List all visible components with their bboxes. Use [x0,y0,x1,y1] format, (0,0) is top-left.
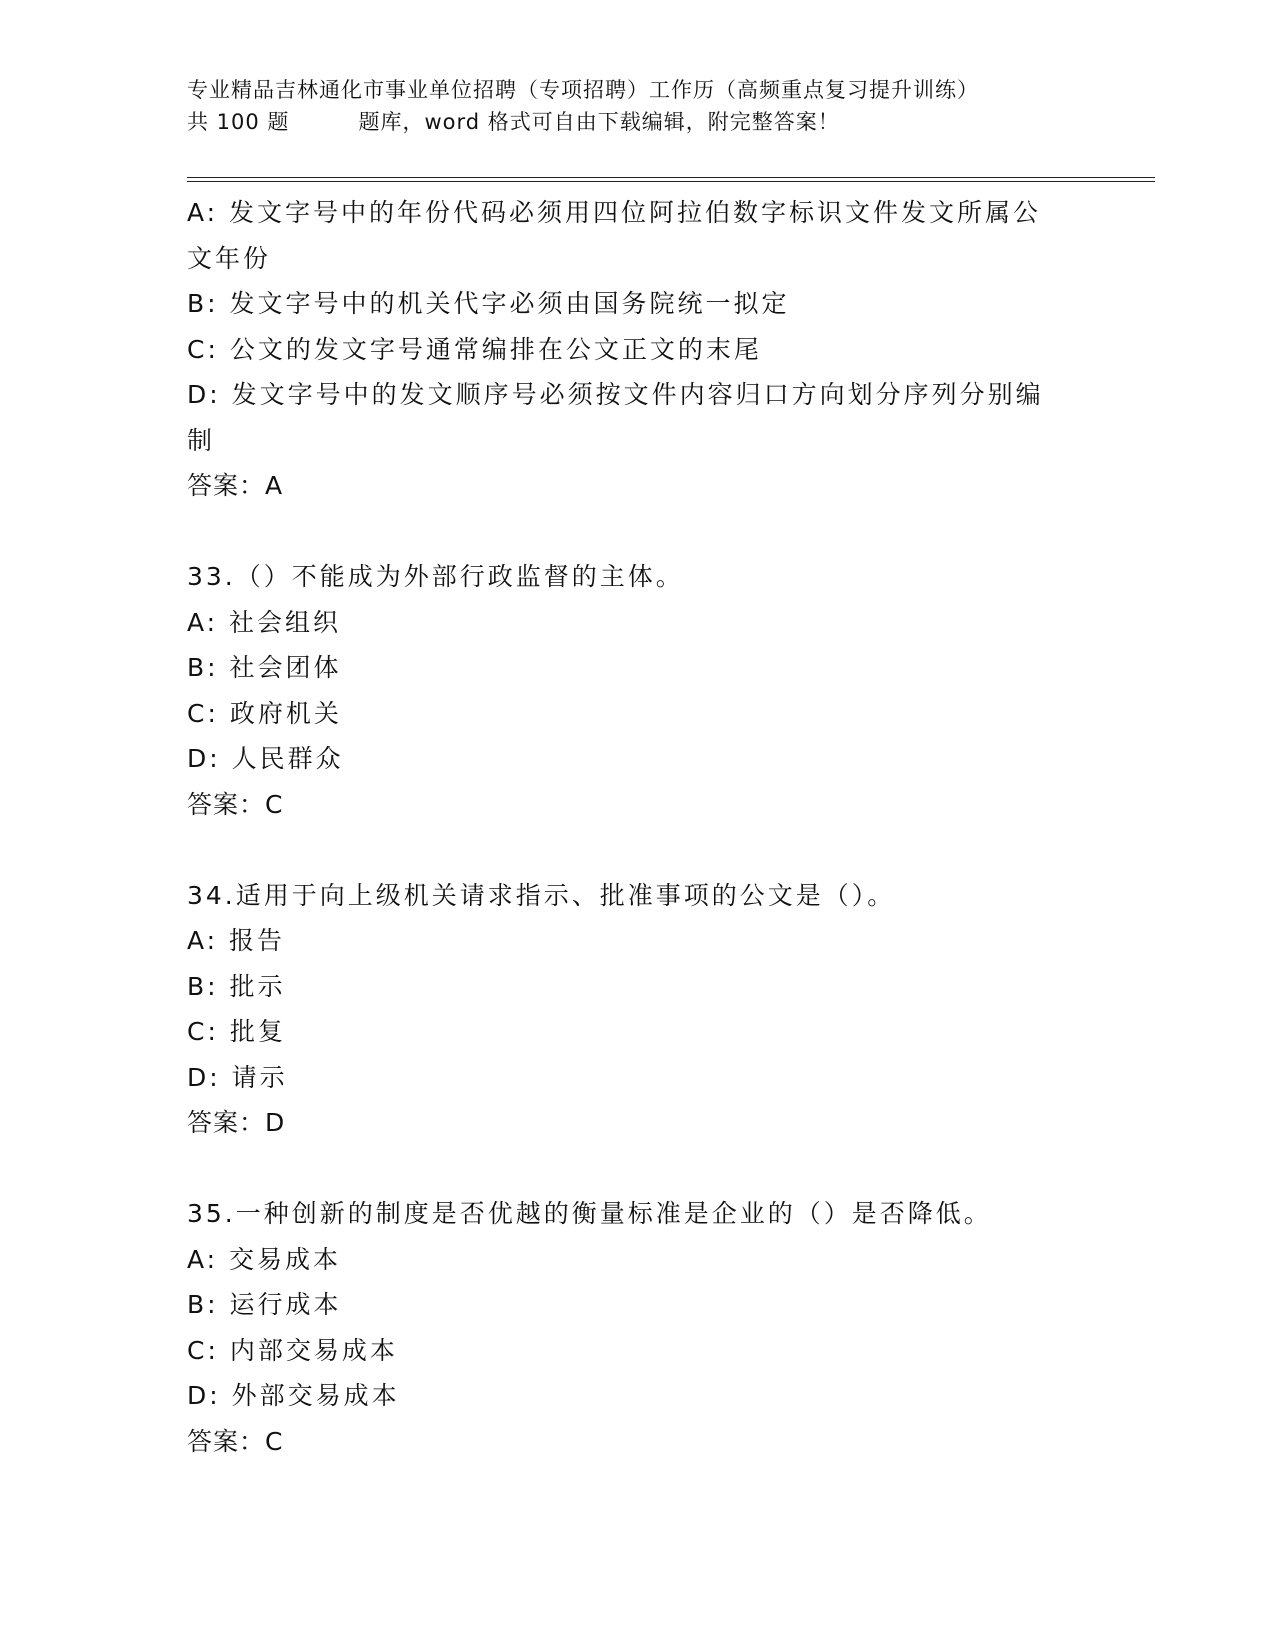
option-d-line-1: D: 发文字号中的发文顺序号必须按文件内容归口方向划分序列分别编 [187,380,1044,409]
question-text: 35.一种创新的制度是否优越的衡量标准是企业的（）是否降低。 [187,1199,992,1228]
question-block-33 [187,554,1087,827]
header-divider-top [187,177,1155,178]
option-c: C: 内部交易成本 [187,1335,398,1365]
option-c: C: 公文的发文字号通常编排在公文正文的末尾 [187,334,762,364]
spacer [187,509,1087,555]
header-title-line-1: 专业精品吉林通化市事业单位招聘（专项招聘）工作历（高频重点复习提升训练） [187,78,979,102]
option-a-line-2: 文年份 [187,243,272,273]
question-block-32 [187,190,1087,509]
option-a: A: 交易成本 [187,1244,342,1274]
option-c: C: 政府机关 [187,698,342,728]
option-a-line-1: A: 发文字号中的年份代码必须用四位阿拉伯数字标识文件发文所属公 [187,198,1042,227]
question-block-34 [187,873,1087,1146]
header-title-line-2: 共 100 题 题库，word 格式可自由下载编辑，附完整答案！ [187,110,840,134]
option-b: B: 批示 [187,971,286,1001]
document-header [187,74,1087,138]
question-list [187,190,1087,1464]
option-b: B: 发文字号中的机关代字必须由国务院统一拟定 [187,289,790,318]
option-c: C: 批复 [187,1017,286,1046]
option-a: A: 报告 [187,926,286,955]
option-d: D: 外部交易成本 [187,1381,400,1410]
option-d: D: 请示 [187,1062,288,1092]
question-text: 33.（）不能成为外部行政监督的主体。 [187,562,684,591]
answer: 答案：D [187,1108,286,1137]
answer: 答案：C [187,789,284,819]
option-d-line-2: 制 [187,425,216,455]
question-text: 34.适用于向上级机关请求指示、批准事项的公文是（）。 [187,880,896,910]
spacer [187,1146,1087,1192]
answer: 答案：A [187,471,284,500]
spacer [187,827,1087,873]
answer: 答案：C [187,1426,284,1456]
question-block-35 [187,1191,1087,1464]
header-divider-bottom [187,181,1155,182]
option-b: B: 运行成本 [187,1290,342,1319]
option-b: B: 社会团体 [187,653,342,682]
option-d: D: 人民群众 [187,744,344,773]
option-a: A: 社会组织 [187,607,342,637]
